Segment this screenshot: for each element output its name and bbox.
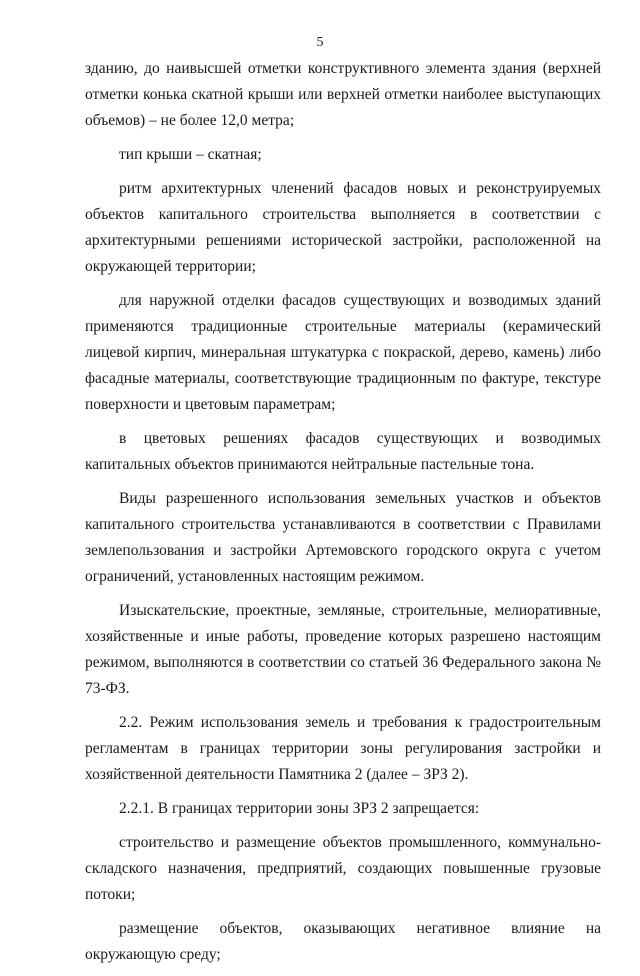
paragraph-building-height-continuation: зданию, до наивысшей отметки конструктивного элемента здания (верхней отметки конька скатной крыши или верхней отметки наиболее выступающих объемов) – не более 12,0 метра; [85, 60, 601, 129]
paragraph-negative-impact: размещение объектов, оказывающих негативное влияние на окружающую среду; [85, 920, 601, 963]
document-body [85, 56, 601, 976]
paragraph-section-2-2: 2.2. Режим использования земель и требования к градостроительным регламентам в границах территории зоны регулирования застройки и хозяйственной деятельности Памятника 2 (далее – ЗРЗ 2). [85, 714, 601, 783]
paragraph-roof-type: тип крыши – скатная; [119, 146, 262, 163]
paragraph-permitted-use: Виды разрешенного использования земельных участков и объектов капитального строительства устанавливаются в соответствии с Правилами землепользования и застройки Артемовского городского округа с учетом ограничений, установленных настоящим режимом. [85, 490, 601, 585]
paragraph-facade-materials: для наружной отделки фасадов существующих и возводимых зданий применяются традиционные строительные материалы (керамический лицевой кирпич, минеральная штукатурка с покраской, дерево, камень) либо фасадные материалы, соответствующие традиционным по фактуре, текстуре поверхности и цветовым параметрам; [85, 292, 601, 413]
page-number: 5 [316, 35, 324, 50]
paragraph-facade-rhythm: ритм архитектурных членений фасадов новых и реконструируемых объектов капитального строительства выполняется в соответствии с архитектурными решениями исторической застройки, расположенной на окружающей территории; [85, 180, 601, 275]
paragraph-survey-works: Изыскательские, проектные, земляные, строительные, мелиоративные, хозяйственные и иные работы, проведение которых разрешено настоящим режимом, выполняются в соответствии со статьей 36 Федерального закона № 73-ФЗ. [85, 602, 601, 697]
paragraph-section-2-2-1: 2.2.1. В границах территории зоны ЗРЗ 2 запрещается: [119, 800, 480, 817]
paragraph-industrial-objects: строительство и размещение объектов промышленного, коммунально-складского назначения, предприятий, создающих повышенные грузовые потоки; [85, 834, 601, 903]
paragraph-facade-colors: в цветовых решениях фасадов существующих и возводимых капитальных объектов принимаются нейтральные пастельные тона. [85, 430, 601, 473]
